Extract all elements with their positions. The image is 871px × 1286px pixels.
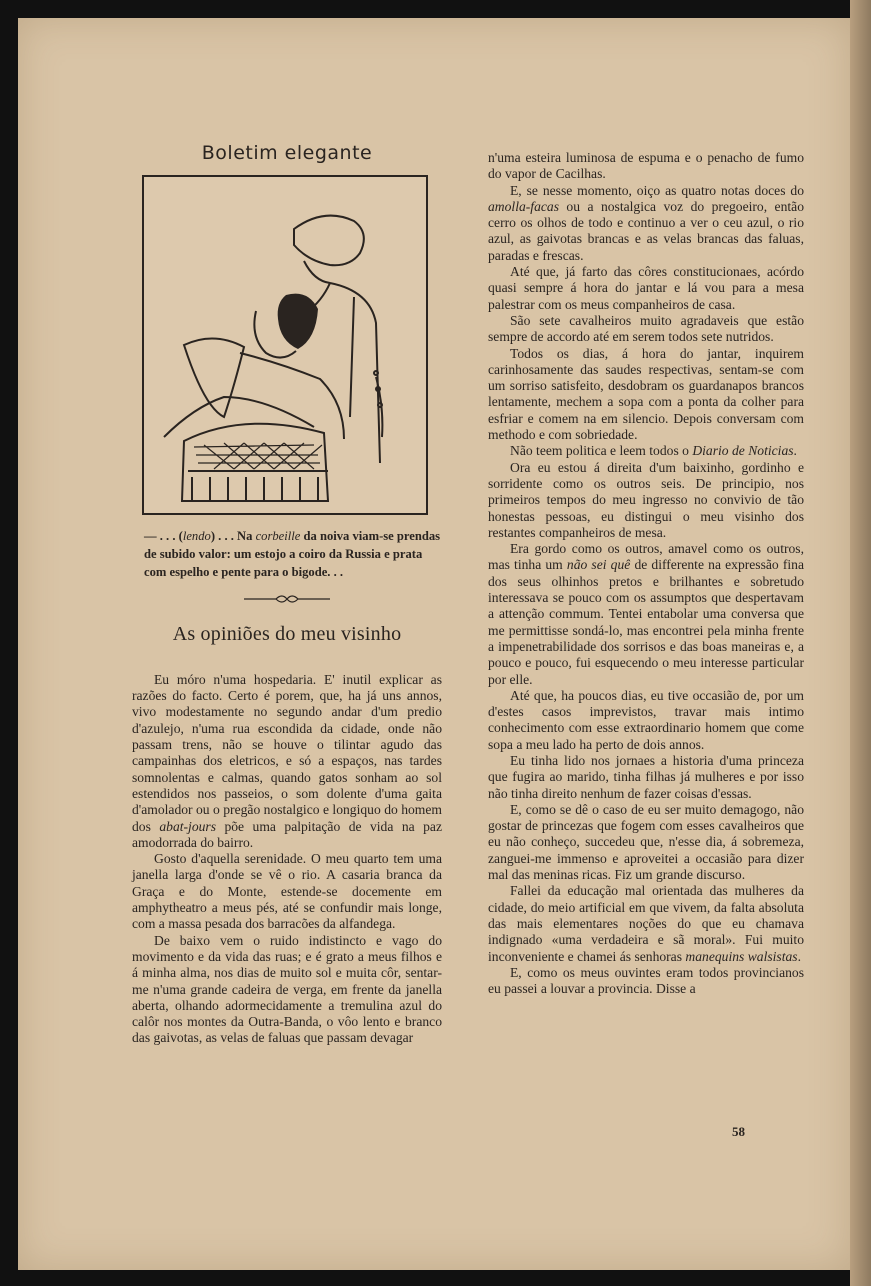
right-paragraph-10: Eu tinha lido nos jornaes a historia d'uma princeza que fugira ao marido, tinha filhas já mulheres e por isso não tinha direito nenhum de fazer coisas d'essas. — [488, 752, 804, 801]
right-column — [488, 150, 804, 997]
right-paragraph-12: Fallei da educação mal orientada das mulheres da cidade, do meio artificial em que vivem, da falta absoluta das mais elementares noções do que eu chamava indignado «uma verdadeira e sã moral». Fui muito inconveniente e chamei ás senhoras manequins walsistas. — [488, 883, 804, 964]
boletim-title: Boletim elegante — [201, 142, 373, 164]
right-paragraph-9: Até que, ha poucos dias, eu tive occasião de, por um d'estes casos imprevistos, travar mais intimo conhecimento com esse extraordinario homem que come sopa a meu lado ha perto de dois annos. — [488, 687, 804, 752]
caption-prefix: — . . . ( — [144, 529, 183, 544]
illustration — [142, 175, 428, 515]
nao-sei-que-text: não sei quê — [566, 557, 631, 573]
caption-corbeille: corbeille — [255, 529, 301, 544]
right-paragraph-13: E, como os meus ouvintes eram todos provincianos eu passei a louvar a provincia. Disse a — [488, 964, 804, 997]
diario-text: Diario de Noticias — [692, 443, 794, 459]
left-paragraph-1: Eu móro n'uma hospedaria. E' inutil explicar as razões do facto. Certo é porem, que, ha já uns annos, vivo modestamente no segundo andar d'um predio d'azulejo, n'uma rua escondida da cidade, onde não passam trens, não se houve o tilintar agudo das campainhas dos eletricos, e só a espaços, nas tardes somnolentas e calmas, quando gatos sonham ao sol estendidos nos passeios, o som dolente d'uma gaita d'amolador ou o pregão nostalgico e longiquo do homem dos abat-jours põe uma palpitação de vida na paz amodorrada do bairro. — [132, 671, 442, 850]
left-paragraph-2: Gosto d'aquella serenidade. O meu quarto tem uma janella larga d'onde se vê o rio. A casaria branca da Graça e do Monte, estende-se docemente em amphytheatro a meus pés, até se confundir mais longe, com a massa pesada dos barracões da alfandega. — [132, 851, 442, 932]
article-title: As opiniões do meu visinho — [172, 622, 402, 645]
right-paragraph-11: E, como se dê o caso de eu ser muito demagogo, não gostar de princezas que fogem com esses cavalheiros que eu não conheço, succedeu que, n'esse dia, á sobremeza, zanguei-me immenso e aproveitei a occasião para dizer mal das meninas ricas. Fiz um grande discurso. — [488, 801, 804, 883]
amolla-facas-text: amolla-facas — [488, 198, 559, 214]
right-paragraph-6: Não teem politica e leem todos o Diario de Noticias. — [510, 443, 797, 459]
right-paragraph-7: Ora eu estou á direita d'um baixinho, gordinho e sorridente como os outros seis. De principio, nos primeiros tempos do meu ingresso no convivio de tão honestas pessoas, eu distingui o meu visinho dos restantes companheiros de mesa. — [488, 459, 804, 540]
caption-mid: ) . . . Na — [210, 529, 256, 544]
manequins-text: manequins walsistas — [685, 948, 798, 964]
page-edge — [850, 0, 871, 1286]
right-paragraph-1: n'uma esteira luminosa de espuma e o penacho de fumo do vapor de Cacilhas. — [488, 150, 804, 182]
illustration-caption — [144, 527, 442, 581]
page-number: 58 — [732, 1124, 745, 1139]
right-paragraph-8: Era gordo como os outros, amavel como os outros, mas tinha um não sei quê de differente na expressão fina dos seus olhinhos pretos e brilhantes e sobretudo interessava se pouco com os assumptos que despertavam a attenção commum. Tentei entabolar uma conversa que me permittisse sondá-lo, mas encontrei pela minha frente a impenetrabilidade dos sorrisos e das boas maneiras e, a pouco e pouco, fui esquecendo o meu interesse particular por elle. — [488, 541, 804, 687]
abatjours-text: abat-jours — [159, 818, 216, 834]
ornament-divider — [132, 593, 442, 609]
right-paragraph-3: Até que, já farto das côres constitucionaes, acórdo quasi sempre á hora do jantar e lá vou para a mesa palestrar com os meus companheiros de casa. — [488, 264, 804, 312]
ornament-icon — [242, 593, 332, 605]
right-paragraph-4: São sete cavalheiros muito agradaveis que estão sempre de accordo até em serem todos sete nutridos. — [488, 312, 804, 345]
right-paragraph-5: Todos os dias, á hora do jantar, inquirem carinhosamente das saudes respectivas, sentam-se com um sorriso satisfeito, desdobram os guardanapos brancos lentamente, mechem a sopa com a ponta da colher para esfriar e comem na em silencio. Depois conversam com methodo e com sobriedade. — [488, 345, 804, 443]
right-paragraph-2: E, se nesse momento, oiço as quatro notas doces do amolla-facas ou a nostalgica voz do pregoeiro, então cerro os olhos de todo e continuo a ver o ceu azul, o rio azul, as gaivotas brancas e as velas brancas das faluas, paradas e frescas. — [488, 182, 804, 263]
left-column — [132, 142, 442, 1047]
caption-rest: da noiva viam-se prendas de subido valor: um estojo a coiro da Russia e prata com espelho e pente para o bigode. . . — [144, 529, 441, 580]
caption-lendo: lendo — [182, 529, 211, 544]
illustration-drawing — [144, 177, 426, 513]
left-paragraph-3: De baixo vem o ruido indistincto e vago do movimento e da vida das ruas; e é grato a meus filhos e á minha alma, nos dias de muito sol e muita côr, sentar-me n'uma grande cadeira de verga, em frente da janella aberta, olhando adormecidamente a tremulina azul do calôr nos montes da Outra-Banda, o vôo lento e branco das gaivotas, as velas de faluas que passam devagar — [132, 932, 442, 1046]
